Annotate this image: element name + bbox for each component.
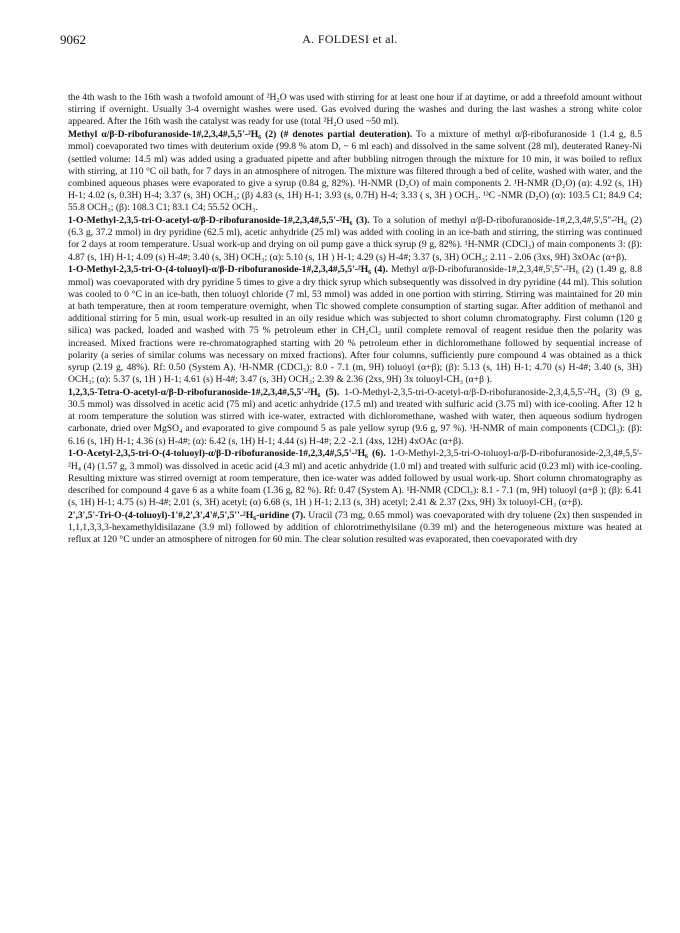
page-number: 9062 [60,32,86,47]
paragraph-text: the 4th wash to the 16th wash a twofold amount of ²H₂O was used with stirring for at least one hour if at daytime, or add a threefold amount without stirring if overnight. Usually 3-4 overnight washes were used. Gas evolved during the washes and during the last washes a strong white color appeared. After the 16th wash the catalyst was ready for use (total ²H₂O used ~50 ml). [68,92,642,128]
paragraph-text: 1-O-Methyl-2,3,5-tri-O-toluoyl-α/β-D-ribofuranoside-2,3,4#,5,5'-²H₄ (4) (1.57 g, 3 mmol) was dissolved in acetic acid (4.3 ml) and acetic anhydride (1.0 ml) and treated with sulfuric acid (0.23 ml) with ice-cooling. Resulting mixture was stirred overnigt at room temperature, then ice-water was added followed by usual work-up. Short column chromatography as described for compound 4 gave 6 as a white foam (1.36 g, 82 %). Rf: 0.47 (System A). ¹H-NMR (CDCl₃): 8.1 - 7.1 (m, 9H) toluoyl (α+β ); (β): 6.41 (s, 1H) H-1; 4.75 (s) H-4#; 2.01 (s, 3H) acetyl; (α) 6.68 (s, 1H ) H-1; 2.13 (s, 3H) acetyl; 2.41 & 2.37 (2xs, 9H) 3x toluoyl-CH₃ (α+β). [68,448,643,509]
compound-heading: 1-O-Methyl-2,3,5-tri-O-acetyl-α/β-D-ribofuranoside-1#,2,3,4#,5,5'-²H₆ (3). [68,215,370,227]
compound-heading: 1-O-Methyl-2,3,5-tri-O-(4-toluoyl)-α/β-D-ribofuranoside-1#,2,3,4#,5,5'-²H₆ (4). [68,264,388,276]
paragraph-raney-ni-wash [68,92,642,129]
running-head: A. FOLDESI et al. [302,32,398,46]
paragraph-text: To a mixture of methyl α/β-ribofuranoside 1 (1.4 g, 8.5 mmol) coevaporated two times with deuterium oxide (99.8 % atom D, ~ 6 ml each) and dissolved in the same solvent (28 ml), deuterated Raney-Ni (settled volume: 14.5 ml) was added using a graduated pipette and after bubbling nitrogen through the mixture for 10 min, it was boiled to reflux with stirring, at 110 °C oil bath, for 7 days in an atmosphere of nitrogen. The mixture was filtered through a bed of celite, washed with water, and the combined aqueous phases were evaporated to give a syrup (0.84 g, 82%). ¹H-NMR (D₂O) of main components 2. ¹H-NMR (D₂O) (α): 4.92 (s, 1H) H-1; 4.02 (s, 0.3H) H-4; 3.37 (s, 3H) OCH₃; (β) 4.83 (s, 1H) H-1; 3.93 (s, 0.7H) H-4; 3.33 ( s, 3H ) OCH₃. ¹³C -NMR (D₂O) (α): 103.5 C1; 84.9 C4; 55.8 OCH₃; (β): 108.3 C1; 83.1 C4; 55.52 OCH₃. [68,129,642,214]
paragraph-text: Uracil (73 mg, 0.65 mmol) was coevaporated with dry toluene (2x) then suspended in 1,1,1,3,3,3-hexamethyldisilazane (3.9 ml) followed by addition of chlorotrimethylsilane (0.39 ml) and the heterogeneous mixture was heated at reflux at 120 °C under an atmosphere of nitrogen for 60 min. The clear solution resulted was evaporated, then coevaporated with dry [68,509,642,546]
paragraph-text: To a solution of methyl α/β-D-ribofuranoside-1#,2,3,4#,5',5''-²H₆ (2) (6.3 g, 37.2 mmol) in dry pyridine (62.5 ml), acetic anhydride (25 ml) was added with cooling in an ice-bath and stirring, the stirring was continued for 2 days at room temperature. Usual work-up and drying on oil pump gave a thick syrup (9 g, 82%). ¹H-NMR (CDCl₃) of main components 3: (β): 4.87 (s, 1H) H-1; 4.09 (s) H-4#; 3.40 (s, 3H) OCH₃; (α): 5.10 (s, 1H ) H-1; 4.29 (s) H-4#; 3.37 (s, 3H) OCH₃; 2.11 - 2.06 (3xs, 9H) 3xOAc (α+β). [68,215,642,263]
paragraph-compound-4 [68,264,642,386]
paragraph-text: 1-O-Methyl-2,3,5-tri-O-acetyl-α/β-D-ribofuranoside-2,3,4,5,5'-²H₄ (3) (9 g, 30.5 mmol) was dissolved in acetic acid (75 ml) and acetic anhydride (17.5 ml) and treated with sulfuric acid (3.75 ml) with ice-cooling. After 12 h at room temperature the solution was stirred with ice-water, extracted with dichloromethane, washed with water, then aqueous sodium hydrogen carbonate, dried over MgSO₄ and evaporated to give compound 5 as pale yellow syrup (9.6 g, 97 %). ¹H-NMR of main components (CDCl₃): (β): 6.16 (s, 1H) H-1; 4.36 (s) H-4#; (α): 6.42 (s, 1H) H-1; 4.44 (s) H-4#; 2.2 -2.1 (4xs, 12H) 4xOAc (α+β). [68,386,642,447]
paragraph-compound-3 [68,215,642,264]
paragraph-compound-7 [68,510,642,547]
compound-heading: 1,2,3,5-Tetra-O-acetyl-α/β-D-ribofuranoside-1#,2,3,4#,5,5'-²H₆ (5). [68,386,340,398]
compound-heading: 2',3',5'-Tri-O-(4-toluoyl)-1'#,2',3',4'#,5',5''-²H₆-uridine (7). [68,509,306,521]
paragraph-text: Methyl α/β-D-ribofuranoside-1#,2,3,4#,5',5''-²H₆ (2) (1.49 g, 8.8 mmol) was coevaporated with dry pyridine 5 times to give a dry thick syrup which subsequently was dissolved in dry pyridine (44 ml). This solution was cooled to 0 °C in an ice-bath, then toluoyl chloride (7 ml, 53 mmol) was added in one portion with stirring. Stirring was maintained for 20 min at bath temperature, then at room temperature overnight, when Tlc showed complete consumption of starting sugar. After addition of methanol and additional stirring for 5 min, usual work-up resulted in an oily residue which was subjected to short column chromatography. First column (120 g silica) was packed, loaded and washed with 75 % petroleum ether in CH₂Cl₂ until complete removal of reagent residue then the polarity was increased. Mixed fractions were re-chromatographed starting with 20 % petroleum ether in dichloromethane followed by sequential increase of polarity (a series of similar colums was necessary on mixed fractions). After four columns, sufficiently pure compound 4 was obtained as a thick syrup (2.19 g, 48%). Rf: 0.50 (System A). ¹H-NMR (CDCl₃): 8.0 - 7.1 (m, 9H) toluoyl (α+β); (β): 5.13 (s, 1H) H-1; 4.70 (s) H-4#; 3.40 (s, 3H) OCH₃; (α): 5.37 (s, 1H ) H-1; 4.61 (s) H-4#; 3.47 (s, 3H) OCH₃; 2.39 & 2.36 (2xs, 9H) 3x toluoyl-CH₃ (α+β ). [68,264,642,386]
paragraph-compound-6 [68,448,642,509]
experimental-section [68,92,642,547]
paragraph-compound-2 [68,129,642,214]
page-header [60,32,640,52]
paragraph-compound-5 [68,387,642,448]
compound-heading: Methyl α/β-D-ribofuranoside-1#,2,3,4#,5,5'-²H₆ (2) (# denotes partial deuteration). [68,129,413,141]
compound-heading: 1-O-Acetyl-2,3,5-tri-O-(4-toluoyl)-α/β-D-ribofuranoside-1#,2,3,4#,5,5'-²H₆ (6). [68,448,386,460]
